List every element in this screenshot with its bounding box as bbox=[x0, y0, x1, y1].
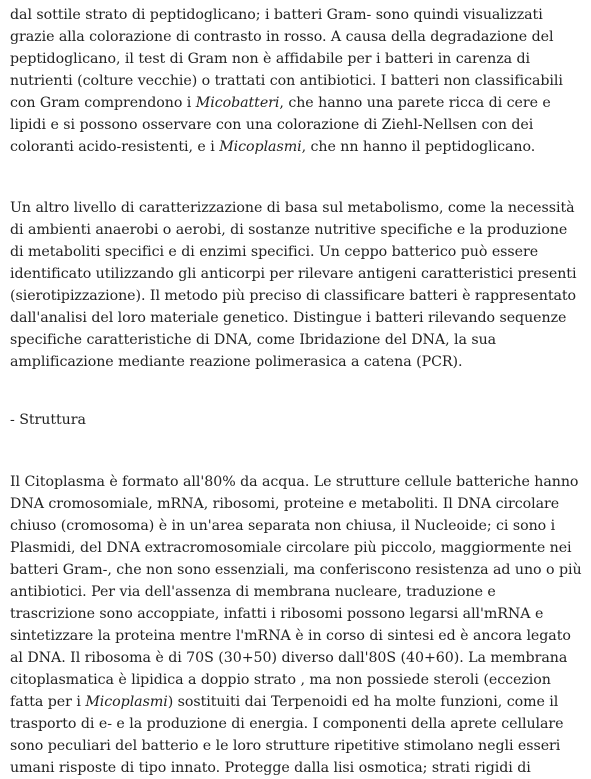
paragraph-text: , che nn hanno il peptidoglicano. bbox=[301, 139, 536, 155]
section-heading-text: - Struttura bbox=[10, 412, 86, 428]
section-heading bbox=[10, 409, 585, 431]
paragraph-metabolism bbox=[10, 197, 585, 373]
paragraph-gram-stain bbox=[10, 4, 585, 158]
italic-term-micoplasmi: Micoplasmi bbox=[85, 694, 168, 710]
paragraph-text: Il Citoplasma è formato all'80% da acqua. Le strutture cellule batteriche hanno DNA cromosomiale, mRNA, ribosomi, proteine e metaboliti. Il DNA circolare chiuso (cromosoma) è in un'area separata non chiusa, il Nucleoide; ci sono i Plasmidi, del DNA extracromosomiale circolare più piccolo, maggiormente nei batteri Gram-, che non sono essenziali, ma conferiscono resistenza ad uno o più antibiotici. Per via dell'assenza di membrana nucleare, traduzione e trascrizione sono accoppiate, infatti i ribosomi possono legarsi all'mRNA e sintetizzare la proteina mentre l'mRNA è in corso di sintesi ed è ancora legato al DNA. Il ribosoma è di 70S (30+50) diverso dall'80S (40+60). La membrana citoplasmatica è lipidica a doppio strato , ma non possiede steroli (eccezion fatta per i bbox=[10, 474, 582, 710]
paragraph-text: dal sottile strato di peptidoglicano; i batteri Gram- sono quindi visualizzati grazie alla colorazione di contrasto in rosso. A causa della degradazione del peptidoglicano, il test di Gram non è affidabile per i batteri in carenza di nutrienti (colture vecchie) o trattati con antibiotici. I batteri non classificabili con Gram comprendono i bbox=[10, 7, 563, 111]
italic-term-micoplasmi: Micoplasmi bbox=[219, 139, 302, 155]
paragraph-text: , che hanno una parete ricca di cere e lipidi e si possono osservare con una colorazione di Ziehl-Nellsen con dei coloranti acido-resistenti, e i bbox=[10, 95, 551, 155]
paragraph-text: Un altro livello di caratterizzazione di basa sul metabolismo, come la necessità di ambienti anaerobi o aerobi, di sostanze nutritive specifiche e la produzione di metaboliti specifici e di enzimi specifici. Un ceppo batterico può essere identificato utilizzando gli anticorpi per rilevare antigeni caratteristici presenti (sierotipizzazione). Il metodo più preciso di classificare batteri è rappresentato dall'analisi del loro materiale genetico. Distingue i batteri rilevando sequenze specifiche caratteristiche di DNA, come Ibridazione del DNA, la sua amplificazione mediante reazione polimerasica a catena (PCR). bbox=[10, 200, 577, 370]
paragraph-text: ) sostituiti dai Terpenoidi ed ha molte funzioni, come il trasporto di e- e la produzione di energia. I componenti della aprete cellulare sono peculiari del batterio e le loro strutture ripetitive stimolano negli esseri umani risposte di tipo innato. Protegge dalla lisi osmotica; strati rigidi di bbox=[10, 694, 564, 776]
italic-term-micobatteri: Micobatteri bbox=[195, 95, 280, 111]
paragraph-structure bbox=[10, 471, 585, 779]
